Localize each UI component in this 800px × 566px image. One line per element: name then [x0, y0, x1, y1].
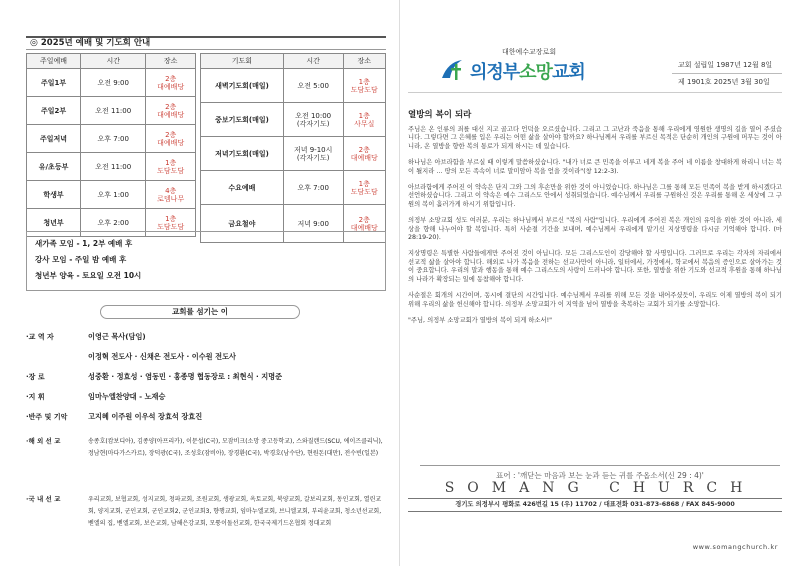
domestic-mission-label: ·국 내 선 교 — [26, 495, 61, 503]
service-time: 오전 11:00 — [81, 97, 146, 125]
service-time: 오후 7:00 — [81, 125, 146, 153]
church-name-part: 의정부 — [470, 62, 520, 83]
service-name: 새벽기도회(매일) — [201, 69, 284, 103]
church-logo-icon — [440, 56, 466, 82]
staff-value: 이정혁 전도사 · 신채은 전도사 · 이수원 전도사 — [88, 352, 236, 361]
staff-list — [26, 327, 386, 427]
staff-value: 고지혜 이주원 이우석 장효석 장효진 — [88, 412, 203, 421]
staff-row — [26, 387, 386, 407]
article-title: 열방의 복이 되라 — [408, 110, 472, 120]
service-time: 오후 7:00 — [283, 171, 343, 205]
table-row — [27, 181, 196, 209]
article-paragraph: 주님은 온 인류의 죄를 대신 지고 골고다 언덕을 오르셨습니다. 그리고 그 고난과 죽음을 통해 우리에게 영원한 생명의 길을 열어 주셨습니다. 그렇다면 그 은혜를 입은 우리는 어떤 삶을 살아야 할까요? 하나님께서 우리를 부르신 목적은 단순히 개인의 구원에 머무는 것이 아니라, 온 열방을 향한 복의 통로가 되게 하시는 데 있습니다. — [408, 126, 782, 150]
church-name-part: 소망 — [519, 62, 552, 83]
staff-value: 이영근 목사(담임) — [88, 332, 146, 341]
service-place: 1층 사무실 — [343, 103, 386, 137]
header-rule — [408, 92, 782, 93]
table-header-row — [201, 54, 386, 69]
article-closing-prayer: "주님, 의정부 소망교회가 열방의 복이 되게 하소서!" — [408, 316, 552, 324]
table-row — [27, 69, 196, 97]
table-header-cell: 시간 — [81, 54, 146, 69]
denomination-label: 대한예수교장로회 — [502, 48, 557, 56]
staff-row — [26, 367, 386, 387]
right-panel — [400, 0, 800, 566]
service-place: 2층 대예배당 — [146, 97, 196, 125]
church-logo — [440, 56, 600, 84]
church-english-name: SOMANG CHURCH — [444, 480, 756, 496]
service-name: 청년부 — [27, 209, 81, 237]
church-motto: 표어 : '깨닫는 마음과 보는 눈과 듣는 귀를 주옵소서(신 29 : 4)' — [496, 471, 704, 480]
table-header-cell: 기도회 — [201, 54, 284, 69]
service-name: 주일2부 — [27, 97, 81, 125]
service-place: 2층 대예배당 — [343, 205, 386, 243]
table-header-cell: 시간 — [283, 54, 343, 69]
service-time: 오전 11:00 — [81, 153, 146, 181]
service-place: 2층 대예배당 — [146, 125, 196, 153]
service-name: 유/초등부 — [27, 153, 81, 181]
motto-rule — [420, 465, 780, 466]
staff-row — [26, 407, 386, 427]
article-body — [408, 126, 782, 333]
notice-item: 새가족 모임 - 1, 2부 예배 후 — [35, 239, 133, 248]
staff-value: 임마누엘찬양대 - 노재승 — [88, 392, 166, 401]
prayer-schedule-table — [200, 53, 386, 243]
service-time: 오전 5:00 — [283, 69, 343, 103]
table-row — [27, 153, 196, 181]
table-header-row — [27, 54, 196, 69]
service-place: 1층 도담도담 — [146, 209, 196, 237]
table-row — [201, 137, 386, 171]
article-paragraph: 사순절은 회개의 시간이며, 동시에 결단의 시간입니다. 예수님께서 우리를 위해 모든 것을 내어주셨듯이, 우리도 이제 열방의 복이 되기 위해 우리의 삶을 헌신해야 합니다. 의정부 소망교회가 이 지역을 넘어 열방을 축복하는 교회가 되기를 소망합니다. — [408, 292, 782, 308]
table-row — [201, 103, 386, 137]
bulletin-info — [678, 57, 772, 91]
church-name — [470, 58, 585, 84]
service-time: 오후 2:00 — [81, 209, 146, 237]
staff-label: ·반주 및 기악 — [26, 413, 68, 421]
notice-item: 청년부 양육 - 토요일 오전 10시 — [35, 271, 142, 280]
service-time: 저녁 9:00 — [283, 205, 343, 243]
service-name: 저녁기도회(매일) — [201, 137, 284, 171]
domestic-mission — [26, 494, 386, 554]
schedule-header — [26, 36, 386, 50]
founded-date: 교회 설립일 1987년 12월 8일 — [678, 61, 773, 69]
table-header-cell: 장소 — [343, 54, 386, 69]
overseas-mission-label: ·해 외 선 교 — [26, 437, 61, 445]
domestic-mission-list: 우리교회, 보협교회, 성지교회, 청파교회, 조원교회, 생광교회, 옥토교회, 북양교회, 갈보리교회, 동인교회, 열린교회, 양지교회, 군인교회, 군인교회2, 군인교회3, 향행교회, 임마누엘교회, 브니엘교회, 부리윤교회, 청소년선교회, 벧엘의 집, 벧엘교회, 보은교회, 남해은강교회, 모퉁이돌선교회, 한국국제기드온협회 정대교회 — [88, 496, 382, 527]
article-paragraph: 지상명령은 특별한 사람들에게만 주어진 것이 아닙니다. 모든 그리스도인이 감당해야 할 사명입니다. 그러므로 우리는 각자의 자리에서 선교적 삶을 살아야 합니다. 해외로 나가 복음을 전하는 선교사만이 아니라, 일터에서, 가정에서, 학교에서 복음의 증인으로 살아가는 것이 중요합니다. 우리의 말과 행동을 통해 예수 그리스도의 사랑이 드러나야 합니다. 또한, 열방을 위한 기도와 선교적 후원을 통해 하나님의 나라가 확장되는 일에 동참해야 합니다. — [408, 250, 782, 283]
church-website-link[interactable]: www.somangchurch.kr — [692, 543, 778, 551]
bullet-icon: ◎ — [30, 38, 38, 48]
service-place: 4층 로뎀나무 — [146, 181, 196, 209]
table-header-cell: 장소 — [146, 54, 196, 69]
service-place: 2층 대예배당 — [146, 69, 196, 97]
service-place: 1층 도담도담 — [343, 171, 386, 205]
staff-label: ·장 로 — [26, 373, 45, 381]
staff-section-title: 교회를 섬기는 이 — [100, 305, 300, 319]
service-time: 오후 1:00 — [81, 181, 146, 209]
staff-label: ·교 역 자 — [26, 333, 54, 341]
staff-row — [26, 347, 386, 367]
service-time: 오전 9:00 — [81, 69, 146, 97]
table-header-cell: 주일예배 — [27, 54, 81, 69]
notice-item: 강사 모임 - 주일 밤 예배 후 — [35, 255, 127, 264]
service-name: 중보기도회(매일) — [201, 103, 284, 137]
left-panel — [0, 0, 399, 566]
table-row — [201, 171, 386, 205]
church-address: 경기도 의정부시 평화로 426번길 15 (우) 11702 / 대표전화 031-873-6868 / FAX 845-9000 — [408, 498, 782, 512]
article-paragraph: 아브라함에게 주어진 이 약속은 단지 그와 그의 후손만을 위한 것이 아니었습니다. 하나님은 그를 통해 모든 민족이 복을 받게 하시겠다고 선언하셨습니다. 그리고 이 약속은 예수 그리스도 안에서 성취되었습니다. 예수님께서 우리를 구원하신 것은 우리를 통해 온 세상에 그 구원의 복이 흘러가게 하시기 위함입니다. — [408, 184, 782, 208]
worship-schedule-table — [26, 53, 196, 237]
service-name: 주일1부 — [27, 69, 81, 97]
service-name: 학생부 — [27, 181, 81, 209]
overseas-mission-list: 송종호(캄보디아), 김종양(아프리카), 이문섭(C국), 모잠비크(소망 중고등학교), 스와질랜드(SCU, 에이즈클리닉), 정남현(마다가스카르), 장덕광(C국), 조성호(잠비아), 장경환(C국), 박경호(남수단), 현원돈(대만), 전수빈(일본) — [88, 438, 383, 457]
service-time: 저녁 9-10시 (각자기도) — [283, 137, 343, 171]
table-row — [27, 97, 196, 125]
table-row — [201, 69, 386, 103]
article-paragraph: 하나님은 아브라함을 부르실 때 이렇게 말씀하셨습니다. "내가 너로 큰 민족을 이루고 네게 복을 주어 네 이름을 창대하게 하리니 너는 복이 될지라 … 땅의 모든 족속이 너로 말미암아 복을 얻을 것이라"(창 12:2-3). — [408, 159, 782, 175]
staff-value: 성중환 · 정효성 · 염동민 · 홍종명 협동장로 : 최현식 · 지명준 — [88, 372, 283, 381]
notice-box — [26, 231, 386, 291]
service-place: 2층 대예배당 — [343, 137, 386, 171]
staff-label: ·지 휘 — [26, 393, 45, 401]
church-name-part: 교회 — [551, 62, 585, 83]
service-name: 주일저녁 — [27, 125, 81, 153]
overseas-mission — [26, 436, 386, 490]
article-paragraph: 의정부 소망교회 성도 여러분, 우리는 하나님께서 부르신 "복의 사람"입니다. 우리에게 주어진 복은 개인의 유익을 위한 것이 아니라, 세상을 향해 나누어야 할 복입니다. 특히 사순절 기간을 보내며, 예수님께서 우리에게 맡기신 지상명령을 다시금 기억해야 합니다. (마 28:19-20). — [408, 217, 782, 242]
info-rule — [672, 73, 782, 74]
service-name: 금요철야 — [201, 205, 284, 243]
service-place: 1층 도담도담 — [343, 69, 386, 103]
issue-number: 제 1901호 2025년 3월 30일 — [678, 78, 770, 86]
schedule-title: 2025년 예배 및 기도회 안내 — [40, 38, 151, 48]
service-name: 수요예배 — [201, 171, 284, 205]
service-place: 1층 도담도담 — [146, 153, 196, 181]
service-time: 오전 10:00 (각자기도) — [283, 103, 343, 137]
table-row — [27, 125, 196, 153]
staff-row — [26, 327, 386, 347]
